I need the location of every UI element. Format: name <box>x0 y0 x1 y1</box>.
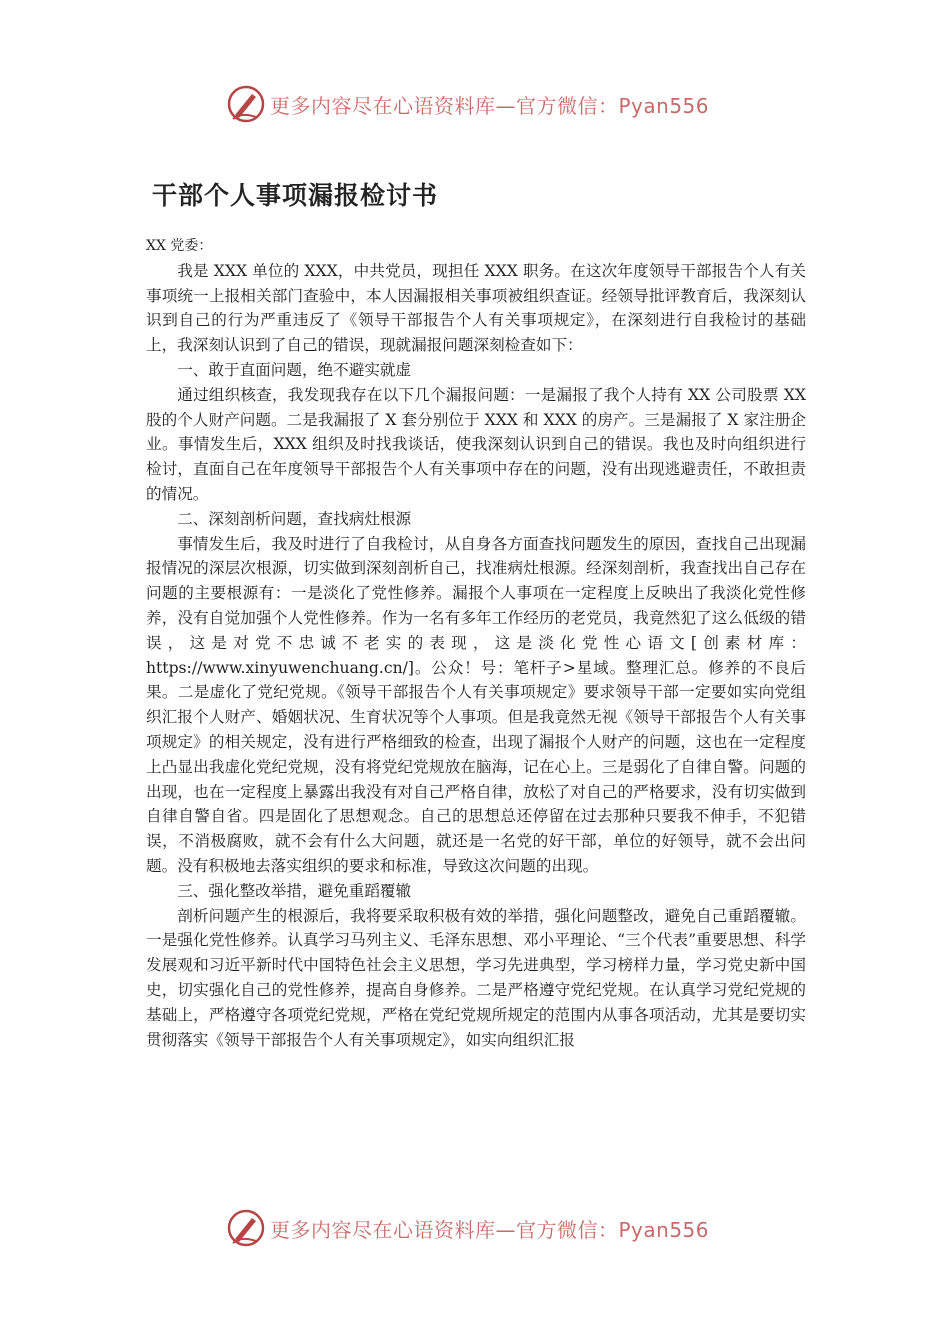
paragraph-section-2: 事情发生后，我及时进行了自我检讨，从自身各方面查找问题发生的原因，查找自己出现漏报情况的深层次根源，切实做到深刻剖析自己，找准病灶根源。经深刻剖析，我查找出自己存在问题的主要根源有：一是淡化了党性修养。漏报个人事项在一定程度上反映出了我淡化党性修养，没有自觉加强个人党性修养。作为一名有多年工作经历的老党员，我竟然犯了这么低级的错误，这是对党不忠诚不老实的表现，这是淡化党性心语文[创素材库：https://www.xinyuwenchuang.cn/]。公众！号：笔杆子>星域。整理汇总。修养的不良后果。二是虚化了党纪党规。《领导干部报告个人有关事项规定》要求领导干部一定要如实向党组织汇报个人财产、婚姻状况、生育状况等个人事项。但是我竟然无视《领导干部报告个人有关事项规定》的相关规定，没有进行严格细致的检查，出现了漏报个人财产的问题，这也在一定程度上凸显出我虚化党纪党规，没有将党纪党规放在脑海，记在心上。三是弱化了自律自警。问题的出现，也在一定程度上暴露出我没有对自己严格自律，放松了对自己的严格要求，没有切实做到自律自警自省。四是固化了思想观念。自己的思想总还停留在过去那种只要我不伸手，不犯错误，不消极腐败，就不会有什么大问题，就还是一名党的好干部，单位的好领导，就不会出问题。没有积极地去落实组织的要求和标准，导致这次问题的出现。 <box>146 534 806 875</box>
section-heading-1: 一、敢于直面问题，绝不避实就虚 <box>177 360 412 379</box>
paragraph-section-1: 通过组织核查，我发现我存在以下几个漏报问题：一是漏报了我个人持有 XX 公司股票 XX 股的个人财产问题。二是我漏报了 X 套分别位于 XXX 和 XXX 的房产。三是漏报了 X 家注册企业。事情发生后，XXX 组织及时找我谈话，使我深刻认识到自己的错误。我也及时向组织进行检讨，直面自己在年度领导干部报告个人有关事项中存在的问题，没有出现逃避责任，不敢担责的情况。 <box>146 385 806 503</box>
watermark-text: 更多内容尽在心语资料库—官方微信：Pyan556 <box>270 1217 710 1242</box>
section-heading-3: 三、强化整改举措，避免重蹈覆辙 <box>177 881 412 900</box>
salutation: XX 党委： <box>146 238 213 254</box>
header-watermark <box>226 82 746 126</box>
paragraph-intro: 我是 XXX 单位的 XXX，中共党员，现担任 XXX 职务。在这次年度领导干部报告个人有关事项统一上报相关部门查验中，本人因漏报相关事项被组织查证。经领导批评教育后，我深刻认识到自己的行为严重违反了《领导干部报告个人有关事项规定》，在深刻进行自我检讨的基础上，我深刻认识到了自己的错误，现就漏报问题深刻检查如下： <box>146 261 806 355</box>
section-heading-2: 二、深刻剖析问题，查找病灶根源 <box>177 509 412 528</box>
pen-logo-icon <box>226 1208 266 1248</box>
document-body <box>146 234 806 1052</box>
paragraph-section-3: 剖析问题产生的根源后，我将要采取积极有效的举措，强化问题整改，避免自己重蹈覆辙。一是强化党性修养。认真学习马列主义、毛泽东思想、邓小平理论、“三个代表”重要思想、科学发展观和习近平新时代中国特色社会主义思想，学习先进典型，学习榜样力量，学习党史新中国史，切实强化自己的党性修养，提高自身修养。二是严格遵守党纪党规。在认真学习党纪党规的基础上，严格遵守各项党纪党规，严格在党纪党规所规定的范围内从事各项活动，尤其是要切实贯彻落实《领导干部报告个人有关事项规定》，如实向组织汇报 <box>146 906 806 1049</box>
footer-watermark <box>226 1206 746 1250</box>
watermark-text: 更多内容尽在心语资料库—官方微信：Pyan556 <box>270 93 710 118</box>
document-title: 干部个人事项漏报检讨书 <box>152 181 439 210</box>
pen-logo-icon <box>226 84 266 124</box>
